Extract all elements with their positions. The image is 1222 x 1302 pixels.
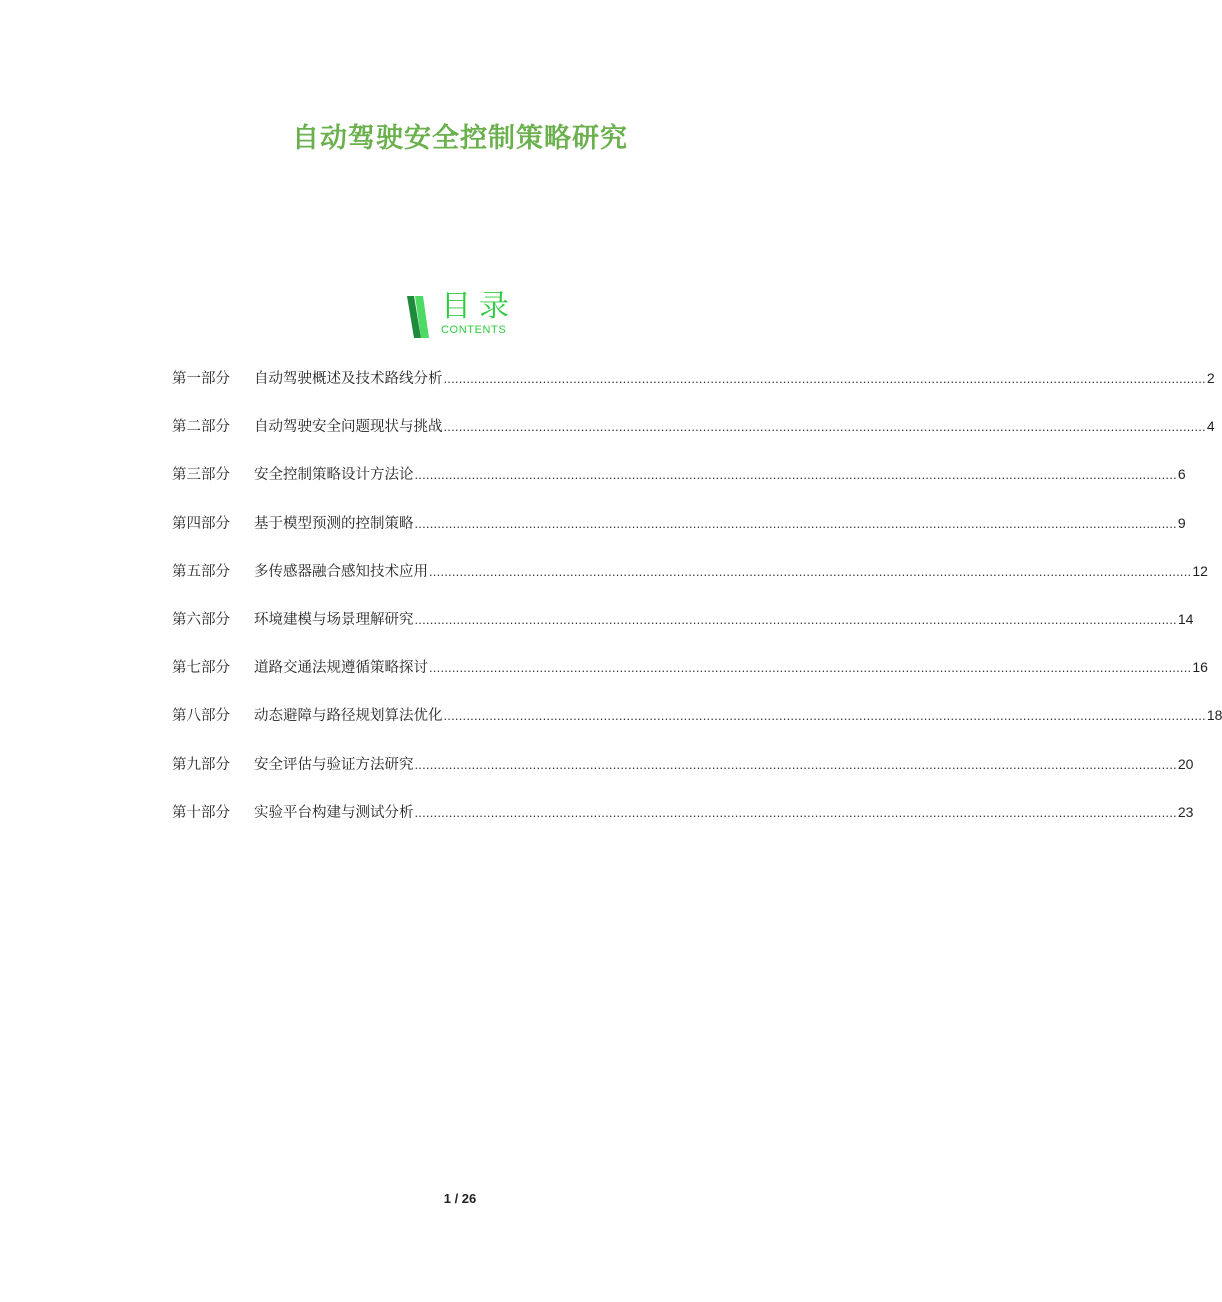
toc-entry-part: 第四部分 bbox=[172, 515, 230, 532]
toc-leader-dots: ........................................................................................................................................................................................................ bbox=[414, 515, 1177, 531]
toc-entry[interactable] bbox=[172, 364, 1215, 412]
toc-entry-part: 第五部分 bbox=[172, 563, 230, 580]
toc-entry-page: 4 bbox=[1206, 418, 1215, 435]
toc-entry-part: 第八部分 bbox=[172, 708, 230, 725]
toc-leader-dots: ........................................................................................................................................................................................................ bbox=[443, 419, 1206, 435]
document-title: 自动驾驶安全控制策略研究 bbox=[292, 123, 628, 154]
toc-entry-title: 环境建模与场景理解研究 bbox=[254, 611, 414, 628]
toc-entry-page: 18 bbox=[1206, 707, 1222, 724]
toc-entry-page: 2 bbox=[1206, 370, 1215, 386]
toc-leader-dots: ........................................................................................................................................................................................................ bbox=[429, 660, 1192, 676]
toc-entry[interactable] bbox=[172, 605, 1194, 653]
toc-entry[interactable] bbox=[172, 653, 1208, 701]
toc-entry-title: 多传感器融合感知技术应用 bbox=[254, 563, 428, 580]
toc-entry-page: 9 bbox=[1177, 514, 1186, 531]
toc-leader-dots: ........................................................................................................................................................................................................ bbox=[429, 563, 1192, 579]
toc-entry-title: 道路交通法规遵循策略探讨 bbox=[254, 660, 428, 677]
toc-leader-dots: ........................................................................................................................................................................................................ bbox=[414, 467, 1177, 483]
toc-entry-page: 23 bbox=[1177, 803, 1194, 820]
toc-leader-dots: ........................................................................................................................................................................................................ bbox=[443, 708, 1206, 724]
toc-entry-part: 第九部分 bbox=[172, 756, 230, 773]
toc-entry-page: 16 bbox=[1192, 659, 1208, 676]
toc-leader-dots: ........................................................................................................................................................................................................ bbox=[443, 371, 1206, 386]
toc-entry[interactable] bbox=[172, 460, 1186, 508]
toc-entry-part: 第一部分 bbox=[172, 371, 230, 387]
page-indicator: 1 / 26 bbox=[443, 1191, 477, 1206]
toc-entry-title: 安全控制策略设计方法论 bbox=[254, 467, 414, 484]
toc-entry[interactable] bbox=[172, 509, 1186, 557]
toc-entry-title: 基于模型预测的控制策略 bbox=[254, 515, 414, 532]
toc-entry[interactable] bbox=[172, 798, 1194, 846]
contents-logo-icon bbox=[405, 296, 435, 338]
toc-entry-part: 第三部分 bbox=[172, 467, 230, 484]
toc-entry-title: 自动驾驶安全问题现状与挑战 bbox=[254, 419, 443, 436]
toc-heading bbox=[405, 289, 545, 340]
toc-entry-part: 第十部分 bbox=[172, 804, 230, 821]
toc-leader-dots: ........................................................................................................................................................................................................ bbox=[414, 611, 1177, 627]
toc-entry[interactable] bbox=[172, 412, 1215, 460]
toc-entry-page: 20 bbox=[1177, 755, 1194, 772]
toc-entry-part: 第七部分 bbox=[172, 660, 230, 677]
toc-entry-title: 安全评估与验证方法研究 bbox=[254, 756, 414, 773]
toc-entry[interactable] bbox=[172, 557, 1208, 605]
toc-entry[interactable] bbox=[172, 750, 1194, 798]
toc-entry-title: 自动驾驶概述及技术路线分析 bbox=[254, 371, 443, 387]
toc-entry-page: 12 bbox=[1192, 562, 1208, 579]
toc-entry-part: 第二部分 bbox=[172, 419, 230, 436]
toc-entry-title: 实验平台构建与测试分析 bbox=[254, 804, 414, 821]
toc-subtitle: CONTENTS bbox=[441, 324, 507, 336]
toc-entry-page: 14 bbox=[1177, 610, 1194, 627]
toc-entry[interactable] bbox=[172, 701, 1222, 749]
toc-leader-dots: ........................................................................................................................................................................................................ bbox=[414, 804, 1177, 820]
toc-leader-dots: ........................................................................................................................................................................................................ bbox=[414, 756, 1177, 772]
table-of-contents bbox=[172, 364, 1222, 846]
toc-entry-title: 动态避障与路径规划算法优化 bbox=[254, 708, 443, 725]
toc-entry-page: 6 bbox=[1177, 466, 1186, 483]
toc-entry-part: 第六部分 bbox=[172, 611, 230, 628]
toc-title: 目录 bbox=[441, 289, 517, 324]
